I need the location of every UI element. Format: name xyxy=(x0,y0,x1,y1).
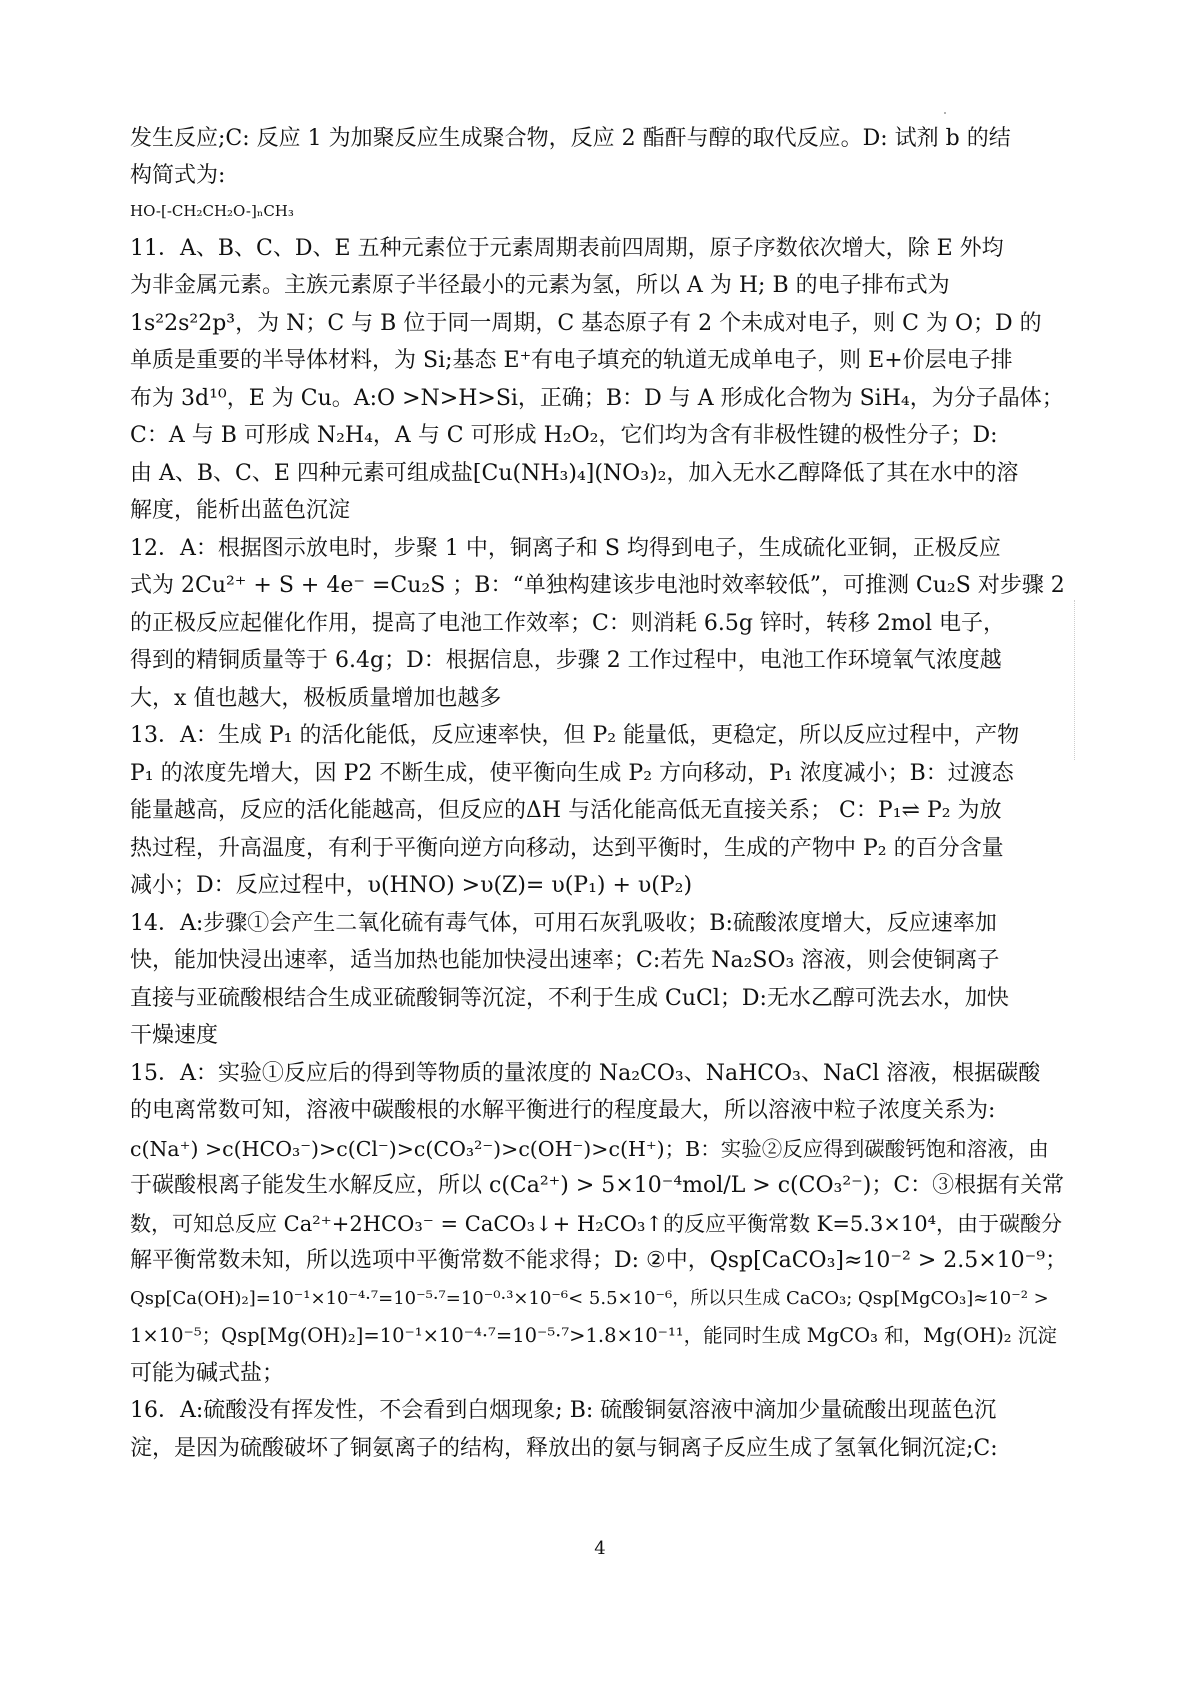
text-line: 为非金属元素。主族元素原子半径最小的元素为氢，所以 A 为 H; B 的电子排布式为 xyxy=(130,273,950,298)
text-line: c(Na⁺) >c(HCO₃⁻)>c(Cl⁻)>c(CO₃²⁻)>c(OH⁻)>c(H⁺)；B：实验②反应得到碳酸钙饱和溶液，由 xyxy=(130,1137,1049,1161)
text-line: Qsp[Ca(OH)₂]=10⁻¹×10⁻⁴·⁷=10⁻⁵·⁷=10⁻⁰·³×10⁻⁶< 5.5×10⁻⁶，所以只生成 CaCO₃; Qsp[MgCO₃]≈10⁻² > xyxy=(130,1288,1049,1309)
text-line: 解度，能析出蓝色沉淀 xyxy=(130,498,351,523)
text-line: 11．A、B、C、D、E 五种元素位于元素周期表前四周期，原子序数依次增大，除 E 外均 xyxy=(130,236,1004,261)
text-line: 的电离常数可知，溶液中碳酸根的水解平衡进行的程度最大，所以溶液中粒子浓度关系为: xyxy=(130,1098,996,1123)
text-line: 15．A：实验①反应后的得到等物质的量浓度的 Na₂CO₃、NaHCO₃、NaCl 溶液，根据碳酸 xyxy=(130,1061,1041,1086)
text-line: P₁ 的浓度先增大，因 P2 不断生成，使平衡向生成 P₂ 方向移动，P₁ 浓度减小；B：过渡态 xyxy=(130,761,1014,786)
text-line: 直接与亚硫酸根结合生成亚硫酸铜等沉淀，不利于生成 CuCl；D:无水乙醇可洗去水，加快 xyxy=(130,986,1009,1011)
text-line: 能量越高，反应的活化能越高，但反应的ΔH 与活化能高低无直接关系； C：P₁⇌ P₂ 为放 xyxy=(130,798,1002,823)
text-line: 13．A：生成 P₁ 的活化能低，反应速率快，但 P₂ 能量低，更稳定，所以反应过程中，产物 xyxy=(130,723,1020,748)
page-number: 4 xyxy=(594,1538,606,1559)
text-line: 于碳酸根离子能发生水解反应，所以 c(Ca²⁺) > 5×10⁻⁴mol/L > c(CO₃²⁻)；C：③根据有关常 xyxy=(130,1173,1065,1198)
text-line: 得到的精铜质量等于 6.4g；D：根据信息，步骤 2 工作过程中，电池工作环境氧气浓度越 xyxy=(130,648,1002,673)
text-line: 布为 3d¹⁰，E 为 Cu。A:O >N>H>Si，正确；B：D 与 A 形成化合物为 SiH₄，为分子晶体； xyxy=(130,386,1064,411)
text-line: 可能为碱式盐； xyxy=(130,1361,285,1386)
text-line: 1×10⁻⁵；Qsp[Mg(OH)₂]=10⁻¹×10⁻⁴·⁷=10⁻⁵·⁷>1.8×10⁻¹¹，能同时生成 MgCO₃ 和，Mg(OH)₂ 沉淀 xyxy=(130,1324,1057,1347)
text-line: 构简式为: xyxy=(130,163,226,188)
text-line: 快，能加快浸出速率，适当加热也能加快浸出速率；C:若先 Na₂SO₃ 溶液，则会使铜离子 xyxy=(130,948,1000,973)
text-line: 干燥速度 xyxy=(130,1023,219,1048)
text-line: 由 A、B、C、E 四种元素可组成盐[Cu(NH₃)₄](NO₃)₂，加入无水乙醇降低了其在水中的溶 xyxy=(130,461,1019,486)
text-line: 1s²2s²2p³，为 N；C 与 B 位于同一周期，C 基态原子有 2 个未成对电子，则 C 为 O；D 的 xyxy=(130,311,1042,336)
text-line: 发生反应;C: 反应 1 为加聚反应生成聚合物，反应 2 酯酐与醇的取代反应。D: 试剂 b 的结 xyxy=(130,126,1011,151)
stray-dot xyxy=(944,112,946,114)
text-line: 式为 2Cu²⁺ + S + 4e⁻ =Cu₂S ；B：“单独构建该步电池时效率较低”，可推测 Cu₂S 对步骤 2 xyxy=(130,573,1065,598)
text-line: 的正极反应起催化作用，提高了电池工作效率；C：则消耗 6.5g 锌时，转移 2mol 电子， xyxy=(130,611,1006,636)
margin-dots xyxy=(1074,600,1076,760)
text-line: 解平衡常数未知，所以选项中平衡常数不能求得；D: ②中，Qsp[CaCO₃]≈10⁻² > 2.5×10⁻⁹； xyxy=(130,1248,1068,1273)
text-line: 16．A:硫酸没有挥发性，不会看到白烟现象; B: 硫酸铜氨溶液中滴加少量硫酸出现蓝色沉 xyxy=(130,1398,997,1423)
text-line: 热过程，升高温度，有利于平衡向逆方向移动，达到平衡时，生成的产物中 P₂ 的百分含量 xyxy=(130,836,1004,861)
text-line: 数，可知总反应 Ca²⁺+2HCO₃⁻ = CaCO₃↓+ H₂CO₃↑的反应平衡常数 K=5.3×10⁴，由于碳酸分 xyxy=(130,1212,1063,1236)
text-line: 淀，是因为硫酸破坏了铜氨离子的结构，释放出的氨与铜离子反应生成了氢氧化铜沉淀;C: xyxy=(130,1436,998,1461)
text-line: 大，x 值也越大，极板质量增加也越多 xyxy=(130,686,502,711)
text-line: 减小；D：反应过程中，υ(HNO) >υ(Z)= υ(P₁) + υ(P₂) xyxy=(130,873,693,898)
text-line: 12．A：根据图示放电时，步聚 1 中，铜离子和 S 均得到电子，生成硫化亚铜，正极反应 xyxy=(130,536,1001,561)
text-line: 14．A:步骤①会产生二氧化硫有毒气体，可用石灰乳吸收；B:硫酸浓度增大，反应速率加 xyxy=(130,911,997,936)
text-line: 单质是重要的半导体材料，为 Si;基态 E⁺有电子填充的轨道无成单电子，则 E+价层电子排 xyxy=(130,348,1013,373)
text-line: C：A 与 B 可形成 N₂H₄，A 与 C 可形成 H₂O₂，它们均为含有非极性键的极性分子；D: xyxy=(130,423,998,448)
formula-line: HO-[-CH₂CH₂O-]ₙCH₃ xyxy=(130,202,294,220)
